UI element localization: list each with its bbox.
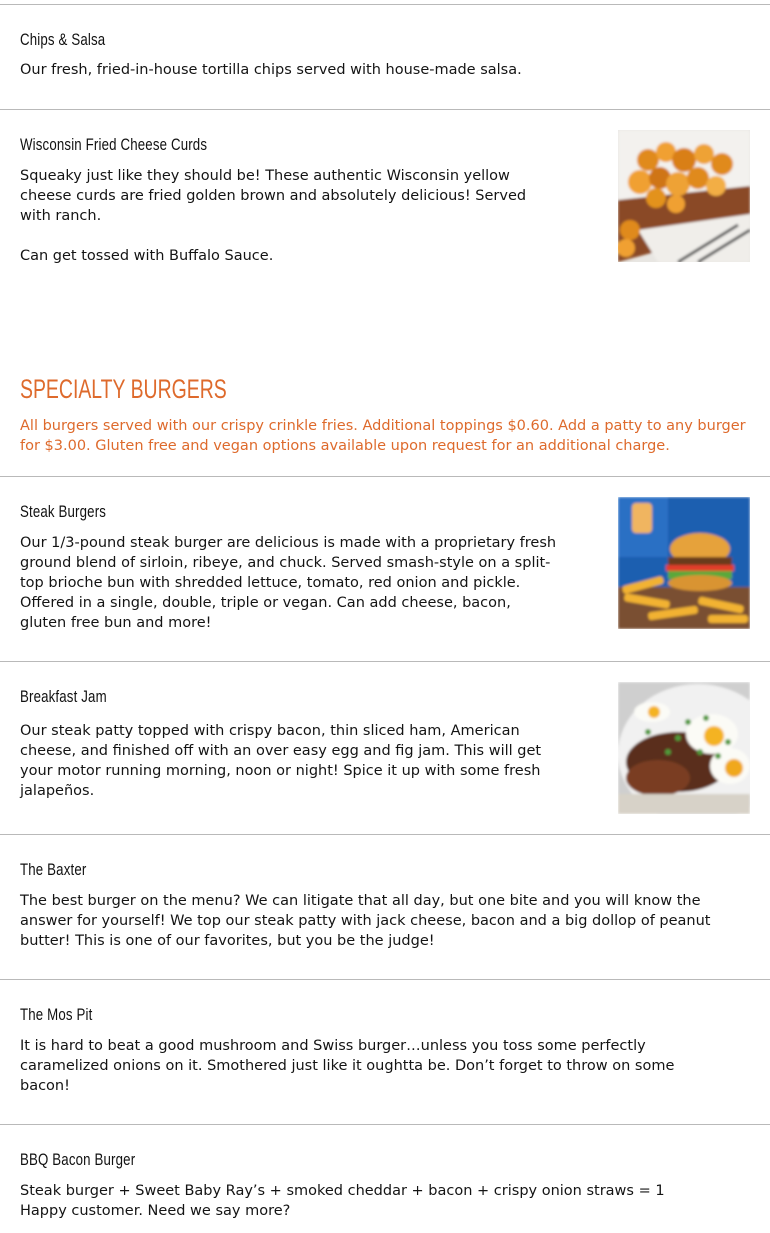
divider: [0, 1124, 770, 1125]
section-title: SPECIALTY BURGERS: [20, 374, 227, 404]
menu-item-title: The Mos Pit: [20, 1005, 93, 1024]
menu-item-title: BBQ Bacon Burger: [20, 1150, 136, 1169]
menu-item-steak-burgers: [20, 502, 560, 633]
divider: [0, 476, 770, 477]
menu-item-description: Our steak patty topped with crispy bacon, thin sliced ham, American cheese, and finished off with an over easy egg and fig jam. This will get your motor running morning, noon or night! Spice it up with some fresh jalapeños.: [20, 723, 542, 799]
divider: [0, 979, 770, 980]
menu-item-description: Our 1/3-pound steak burger are delicious is made with a proprietary fresh ground blend of sirloin, ribeye, and chuck. Served smash-style on a split-top brioche bun with shredded lettuce, tomato, red onion and pickle. Offered in a single, double, triple or vegan. Can add cheese, bacon, gluten free bun and more!: [20, 535, 557, 631]
divider: [0, 109, 770, 110]
menu-item-description: Squeaky just like they should be! These authentic Wisconsin yellow cheese curds are fried golden brown and absolutely delicious! Served with ranch. Can get tossed with Buffalo Sauce.: [20, 168, 527, 264]
menu-item-title: The Baxter: [20, 860, 87, 879]
menu-item-description: It is hard to beat a good mushroom and Swiss burger…unless you toss some perfectly caramelized onions on it. Smothered just like it oughtta be. Don’t forget to throw on some bacon!: [20, 1038, 675, 1094]
menu-item-breakfast-jam: [20, 687, 560, 801]
menu-item-the-mos-pit: [20, 1005, 725, 1096]
divider: [0, 4, 770, 5]
menu-item-cheese-curds: [20, 135, 560, 266]
steak-burger-photo[interactable]: [618, 497, 750, 629]
cheese-curds-photo[interactable]: [618, 130, 750, 262]
menu-item-title: Chips & Salsa: [20, 30, 106, 49]
menu-item-title: Breakfast Jam: [20, 687, 107, 706]
menu-item-the-baxter: [20, 860, 725, 951]
menu-item-title: Wisconsin Fried Cheese Curds: [20, 135, 208, 154]
menu-item-title: Steak Burgers: [20, 502, 107, 521]
divider: [0, 661, 770, 662]
divider: [0, 834, 770, 835]
menu-item-description: Steak burger + Sweet Baby Ray’s + smoked cheddar + bacon + crispy onion straws = 1 Happy customer. Need we say more?: [20, 1183, 665, 1219]
section-note: All burgers served with our crispy crinkle fries. Additional toppings $0.60. Add a patty to any burger for $3.00. Gluten free and vegan options available upon request for an additional charge.: [20, 418, 746, 454]
menu-item-bbq-bacon-burger: [20, 1150, 680, 1221]
menu-item-description: Our fresh, fried-in-house tortilla chips served with house-made salsa.: [20, 62, 522, 78]
breakfast-jam-photo[interactable]: [618, 682, 750, 814]
menu-item-chips-salsa: [20, 30, 725, 80]
menu-item-description: The best burger on the menu? We can litigate that all day, but one bite and you will know the answer for yourself! We top our steak patty with jack cheese, bacon and a big dollop of peanut butter! This is one of our favorites, but you be the judge!: [20, 893, 711, 949]
